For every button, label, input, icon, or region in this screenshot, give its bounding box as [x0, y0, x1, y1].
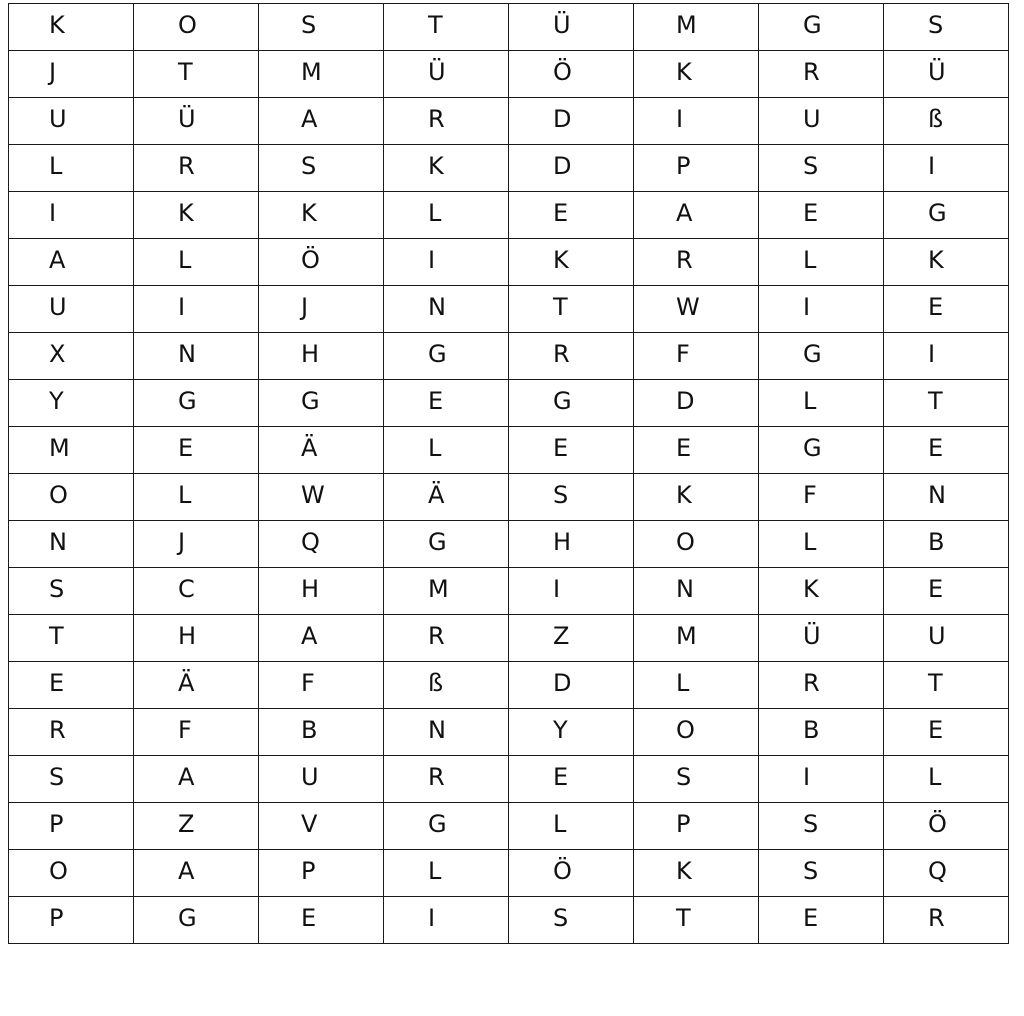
grid-cell[interactable]: T	[9, 615, 134, 662]
grid-cell[interactable]: U	[884, 615, 1009, 662]
grid-cell[interactable]: D	[509, 98, 634, 145]
grid-cell[interactable]: I	[134, 286, 259, 333]
grid-cell[interactable]: R	[509, 333, 634, 380]
grid-cell[interactable]: E	[884, 568, 1009, 615]
grid-row	[9, 333, 1009, 380]
grid-row	[9, 427, 1009, 474]
grid-cell[interactable]: C	[134, 568, 259, 615]
grid-cell[interactable]: A	[134, 756, 259, 803]
grid-cell[interactable]: S	[259, 4, 384, 51]
grid-cell[interactable]: O	[9, 850, 134, 897]
grid-cell[interactable]: H	[259, 333, 384, 380]
grid-row	[9, 615, 1009, 662]
grid-cell[interactable]: I	[634, 98, 759, 145]
grid-cell[interactable]: B	[259, 709, 384, 756]
grid-cell[interactable]: I	[384, 897, 509, 944]
grid-cell[interactable]: E	[384, 380, 509, 427]
grid-cell[interactable]: Ü	[134, 98, 259, 145]
grid-cell[interactable]: P	[634, 803, 759, 850]
grid-cell[interactable]: A	[634, 192, 759, 239]
grid-cell[interactable]: I	[509, 568, 634, 615]
grid-cell[interactable]: M	[634, 4, 759, 51]
grid-cell[interactable]: N	[384, 286, 509, 333]
grid-cell[interactable]: Ä	[259, 427, 384, 474]
grid-cell[interactable]: K	[634, 850, 759, 897]
grid-cell[interactable]: S	[9, 756, 134, 803]
grid-cell[interactable]: K	[634, 474, 759, 521]
grid-cell[interactable]: K	[134, 192, 259, 239]
grid-cell[interactable]: E	[134, 427, 259, 474]
grid-cell[interactable]: S	[509, 474, 634, 521]
grid-cell[interactable]: R	[634, 239, 759, 286]
grid-cell[interactable]: L	[759, 239, 884, 286]
grid-cell[interactable]: S	[259, 145, 384, 192]
grid-cell[interactable]: Ö	[884, 803, 1009, 850]
grid-row	[9, 756, 1009, 803]
grid-cell[interactable]: G	[759, 427, 884, 474]
grid-cell[interactable]: I	[759, 286, 884, 333]
grid-row	[9, 192, 1009, 239]
grid-cell[interactable]: B	[759, 709, 884, 756]
grid-cell[interactable]: E	[509, 427, 634, 474]
grid-cell[interactable]: B	[884, 521, 1009, 568]
grid-cell[interactable]: F	[134, 709, 259, 756]
grid-cell[interactable]: O	[634, 521, 759, 568]
grid-cell[interactable]: R	[384, 615, 509, 662]
grid-cell[interactable]: N	[134, 333, 259, 380]
grid-cell[interactable]: E	[509, 192, 634, 239]
grid-cell[interactable]: Ü	[884, 51, 1009, 98]
grid-cell[interactable]: W	[259, 474, 384, 521]
grid-cell[interactable]: R	[384, 756, 509, 803]
grid-cell[interactable]: R	[759, 662, 884, 709]
grid-cell[interactable]: L	[384, 850, 509, 897]
grid-row	[9, 897, 1009, 944]
grid-cell[interactable]: X	[9, 333, 134, 380]
grid-cell[interactable]: O	[9, 474, 134, 521]
grid-row	[9, 145, 1009, 192]
grid-cell[interactable]: H	[509, 521, 634, 568]
grid-cell[interactable]: S	[759, 803, 884, 850]
grid-cell[interactable]: H	[259, 568, 384, 615]
grid-cell[interactable]: E	[759, 897, 884, 944]
grid-cell[interactable]: K	[384, 145, 509, 192]
grid-cell[interactable]: W	[634, 286, 759, 333]
grid-cell[interactable]: R	[384, 98, 509, 145]
grid-cell[interactable]: ß	[884, 98, 1009, 145]
grid-cell[interactable]: Y	[509, 709, 634, 756]
grid-cell[interactable]: D	[509, 145, 634, 192]
grid-cell[interactable]: L	[134, 474, 259, 521]
grid-cell[interactable]: G	[884, 192, 1009, 239]
grid-cell[interactable]: N	[884, 474, 1009, 521]
grid-cell[interactable]: J	[134, 521, 259, 568]
grid-cell[interactable]: F	[759, 474, 884, 521]
grid-cell[interactable]: F	[634, 333, 759, 380]
grid-cell[interactable]: Ü	[384, 51, 509, 98]
grid-cell[interactable]: R	[884, 897, 1009, 944]
grid-cell[interactable]: Z	[134, 803, 259, 850]
grid-cell[interactable]: L	[134, 239, 259, 286]
grid-cell[interactable]: A	[134, 850, 259, 897]
grid-cell[interactable]: G	[509, 380, 634, 427]
grid-cell[interactable]: G	[134, 897, 259, 944]
grid-cell[interactable]: R	[134, 145, 259, 192]
grid-cell[interactable]: U	[9, 286, 134, 333]
grid-cell[interactable]: L	[384, 427, 509, 474]
grid-cell[interactable]: P	[9, 897, 134, 944]
grid-cell[interactable]: G	[759, 333, 884, 380]
grid-cell[interactable]: I	[384, 239, 509, 286]
grid-row	[9, 51, 1009, 98]
grid-cell[interactable]: O	[634, 709, 759, 756]
grid-cell[interactable]: L	[634, 662, 759, 709]
grid-row	[9, 568, 1009, 615]
grid-cell[interactable]: I	[884, 145, 1009, 192]
grid-cell[interactable]: D	[634, 380, 759, 427]
grid-cell[interactable]: L	[509, 803, 634, 850]
grid-cell[interactable]: Z	[509, 615, 634, 662]
grid-cell[interactable]: T	[634, 897, 759, 944]
grid-row	[9, 803, 1009, 850]
grid-cell[interactable]: E	[884, 709, 1009, 756]
grid-cell[interactable]: R	[759, 51, 884, 98]
grid-cell[interactable]: J	[259, 286, 384, 333]
grid-cell[interactable]: S	[9, 568, 134, 615]
grid-row	[9, 380, 1009, 427]
grid-cell[interactable]: E	[259, 897, 384, 944]
grid-cell[interactable]: G	[384, 803, 509, 850]
grid-row	[9, 98, 1009, 145]
grid-cell[interactable]: A	[259, 615, 384, 662]
grid-cell[interactable]: P	[9, 803, 134, 850]
grid-cell[interactable]: M	[384, 568, 509, 615]
grid-cell[interactable]: T	[884, 380, 1009, 427]
grid-cell[interactable]: E	[884, 286, 1009, 333]
grid-cell[interactable]: A	[259, 98, 384, 145]
grid-cell[interactable]: N	[9, 521, 134, 568]
grid-row	[9, 709, 1009, 756]
grid-cell[interactable]: Ä	[384, 474, 509, 521]
grid-cell[interactable]: T	[384, 4, 509, 51]
grid-cell[interactable]: G	[134, 380, 259, 427]
grid-cell[interactable]: E	[759, 192, 884, 239]
word-search-grid	[8, 3, 1009, 944]
grid-cell[interactable]: T	[134, 51, 259, 98]
grid-cell[interactable]: Ö	[509, 51, 634, 98]
grid-cell[interactable]: Q	[259, 521, 384, 568]
grid-cell[interactable]: K	[9, 4, 134, 51]
grid-cell[interactable]: F	[259, 662, 384, 709]
grid-cell[interactable]: M	[634, 615, 759, 662]
grid-cell[interactable]: E	[509, 756, 634, 803]
grid-cell[interactable]: M	[9, 427, 134, 474]
grid-cell[interactable]: S	[884, 4, 1009, 51]
grid-cell[interactable]: U	[759, 98, 884, 145]
grid-row	[9, 4, 1009, 51]
grid-cell[interactable]: K	[884, 239, 1009, 286]
grid-cell[interactable]: O	[134, 4, 259, 51]
grid-cell[interactable]: H	[134, 615, 259, 662]
grid-cell[interactable]: Q	[884, 850, 1009, 897]
grid-cell[interactable]: ß	[384, 662, 509, 709]
grid-cell[interactable]: I	[759, 756, 884, 803]
grid-cell[interactable]: L	[384, 192, 509, 239]
grid-cell[interactable]: Ü	[509, 4, 634, 51]
grid-cell[interactable]: J	[9, 51, 134, 98]
grid-cell[interactable]: L	[759, 380, 884, 427]
grid-cell[interactable]: Ö	[509, 850, 634, 897]
grid-cell[interactable]: P	[634, 145, 759, 192]
grid-cell[interactable]: V	[259, 803, 384, 850]
grid-cell[interactable]: N	[634, 568, 759, 615]
grid-row	[9, 521, 1009, 568]
grid-cell[interactable]: E	[884, 427, 1009, 474]
grid-row	[9, 850, 1009, 897]
grid-cell[interactable]: S	[509, 897, 634, 944]
grid-cell[interactable]: R	[9, 709, 134, 756]
grid-row	[9, 286, 1009, 333]
grid-cell[interactable]: K	[634, 51, 759, 98]
grid-cell[interactable]: K	[759, 568, 884, 615]
grid-cell[interactable]: P	[259, 850, 384, 897]
grid-cell[interactable]: L	[759, 521, 884, 568]
grid-cell[interactable]: K	[509, 239, 634, 286]
grid-cell[interactable]: E	[9, 662, 134, 709]
grid-row	[9, 662, 1009, 709]
grid-cell[interactable]: G	[759, 4, 884, 51]
grid-cell[interactable]: M	[259, 51, 384, 98]
grid-row	[9, 474, 1009, 521]
grid-cell[interactable]: G	[259, 380, 384, 427]
grid-cell[interactable]: K	[259, 192, 384, 239]
grid-cell[interactable]: S	[634, 756, 759, 803]
grid-cell[interactable]: S	[759, 145, 884, 192]
grid-cell[interactable]: T	[884, 662, 1009, 709]
grid-cell[interactable]: I	[9, 192, 134, 239]
grid-cell[interactable]: E	[634, 427, 759, 474]
grid-cell[interactable]: Y	[9, 380, 134, 427]
grid-cell[interactable]: N	[384, 709, 509, 756]
grid-cell[interactable]: S	[759, 850, 884, 897]
grid-cell[interactable]: I	[884, 333, 1009, 380]
grid-cell[interactable]: L	[884, 756, 1009, 803]
grid-cell[interactable]: Ö	[259, 239, 384, 286]
grid-cell[interactable]: T	[509, 286, 634, 333]
grid-cell[interactable]: G	[384, 521, 509, 568]
grid-cell[interactable]: A	[9, 239, 134, 286]
grid-cell[interactable]: L	[9, 145, 134, 192]
grid-cell[interactable]: Ä	[134, 662, 259, 709]
grid-cell[interactable]: D	[509, 662, 634, 709]
grid-cell[interactable]: U	[9, 98, 134, 145]
grid-row	[9, 239, 1009, 286]
grid-cell[interactable]: Ü	[759, 615, 884, 662]
grid-cell[interactable]: G	[384, 333, 509, 380]
grid-cell[interactable]: U	[259, 756, 384, 803]
